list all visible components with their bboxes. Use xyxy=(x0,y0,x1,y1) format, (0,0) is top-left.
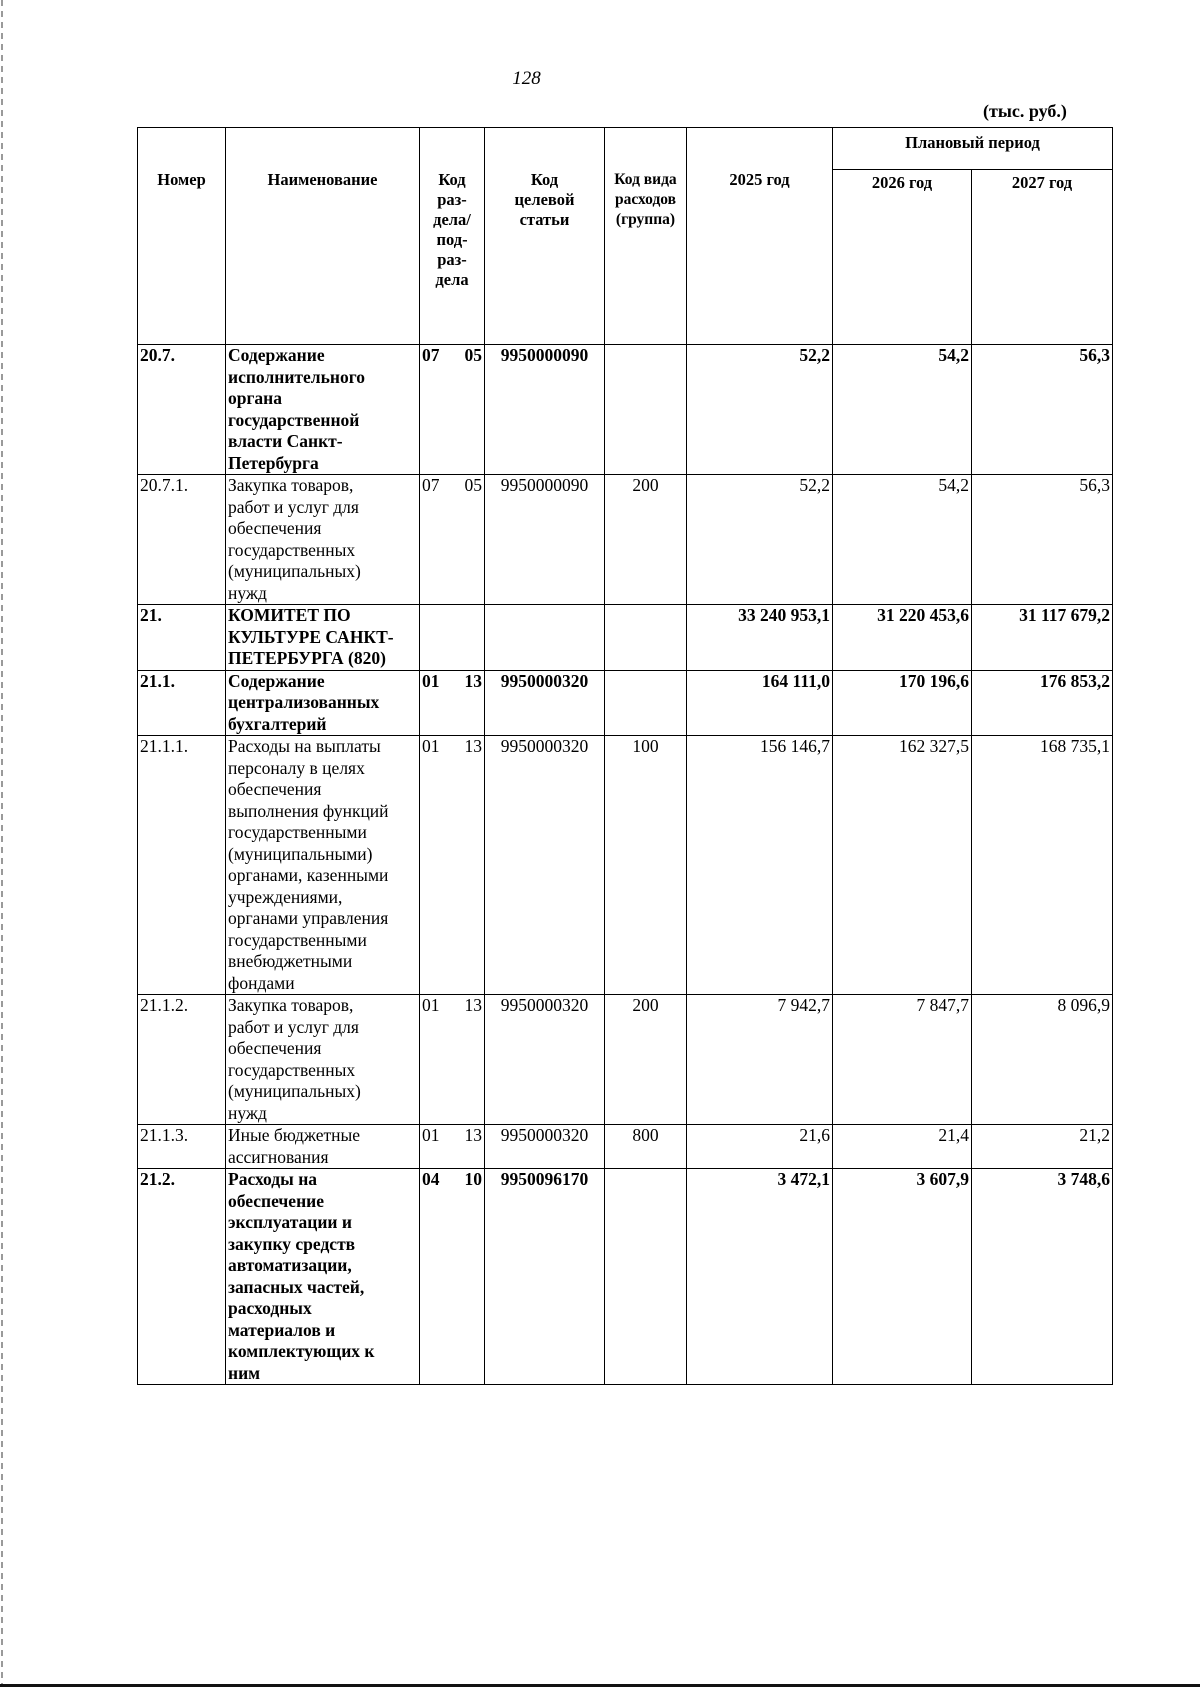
row-name-line: учреждениями, xyxy=(228,886,343,907)
row-name-line: ПЕТЕРБУРГА (820) xyxy=(228,648,386,668)
row-target-code: 9950000090 xyxy=(485,345,605,475)
header-row xyxy=(138,128,1113,170)
header-name: Наименование xyxy=(226,128,420,345)
row-amount-2026: 31 220 453,6 xyxy=(833,605,972,671)
row-name-line: органами, казенными xyxy=(228,865,389,885)
row-number: 21.2. xyxy=(138,1169,226,1385)
row-name-line: обеспечения xyxy=(228,1038,322,1058)
header-number: Номер xyxy=(138,128,226,345)
page-number: 128 xyxy=(512,68,541,89)
row-section-code xyxy=(420,475,485,605)
row-name-line: органами управления xyxy=(228,908,389,928)
row-amount-2027: 56,3 xyxy=(972,345,1113,475)
row-name-line: Расходы на выплаты xyxy=(228,736,381,756)
row-name-line: обеспечения xyxy=(228,518,322,538)
header-year-2025: 2025 год xyxy=(687,128,833,345)
row-amount-2027: 176 853,2 xyxy=(972,670,1113,736)
row-section-code xyxy=(420,670,485,736)
row-target-code: 9950000320 xyxy=(485,736,605,995)
row-name-line: работ и услуг для xyxy=(228,1016,359,1037)
row-name xyxy=(226,736,420,995)
row-name xyxy=(226,475,420,605)
row-amount-2027: 21,2 xyxy=(972,1125,1113,1169)
row-name xyxy=(226,1169,420,1385)
row-amount-2025: 52,2 xyxy=(687,475,833,605)
row-name xyxy=(226,670,420,736)
row-subsection: 13 xyxy=(464,736,482,756)
row-name-line: фондами xyxy=(228,972,295,993)
row-name-line: эксплуатации и xyxy=(228,1212,352,1232)
row-name-line: (муниципальных) xyxy=(228,561,361,581)
row-name-line: Содержание xyxy=(228,345,325,365)
row-section-code xyxy=(420,995,485,1125)
row-amount-2027: 31 117 679,2 xyxy=(972,605,1113,671)
row-section-code xyxy=(420,605,485,671)
header-target-code: Код целевой статьи xyxy=(485,128,605,345)
row-section: 07 xyxy=(422,475,440,495)
table-row xyxy=(138,475,1113,605)
row-amount-2025: 33 240 953,1 xyxy=(687,605,833,671)
table-row xyxy=(138,670,1113,736)
row-amount-2025: 3 472,1 xyxy=(687,1169,833,1385)
row-section: 01 xyxy=(422,1125,440,1145)
row-name-line: государственными xyxy=(228,822,367,842)
row-name-line: ассигнования xyxy=(228,1146,329,1167)
row-number: 20.7.1. xyxy=(138,475,226,605)
row-name-line: закупку средств xyxy=(228,1233,356,1254)
row-name-line: государственными xyxy=(228,929,367,950)
row-name-line: государственных xyxy=(228,539,356,560)
row-subsection: 05 xyxy=(464,345,482,365)
row-amount-2026: 21,4 xyxy=(833,1125,972,1169)
row-name-line: Иные бюджетные xyxy=(228,1125,361,1145)
row-number: 21.1.1. xyxy=(138,736,226,995)
row-number: 21.1. xyxy=(138,670,226,736)
row-name-line: (муниципальных) xyxy=(228,1081,361,1101)
header-year-2026: 2026 год xyxy=(833,170,972,345)
row-amount-2025: 52,2 xyxy=(687,345,833,475)
row-name-line: запасных частей, xyxy=(228,1276,365,1297)
row-name-line: органа xyxy=(228,388,283,408)
row-amount-2025: 164 111,0 xyxy=(687,670,833,736)
row-amount-2026: 54,2 xyxy=(833,475,972,605)
row-name-line: Содержание xyxy=(228,670,325,691)
row-target-code xyxy=(485,605,605,671)
row-target-code: 9950000320 xyxy=(485,995,605,1125)
row-name xyxy=(226,345,420,475)
row-name-line: КОМИТЕТ ПО xyxy=(228,605,351,625)
row-amount-2026: 7 847,7 xyxy=(833,995,972,1125)
table-row xyxy=(138,995,1113,1125)
row-name-line: материалов и xyxy=(228,1319,336,1340)
row-name xyxy=(226,995,420,1125)
row-section: 01 xyxy=(422,736,440,756)
row-name xyxy=(226,605,420,671)
row-section: 01 xyxy=(422,670,440,691)
row-name-line: обеспечения xyxy=(228,779,322,799)
row-section: 07 xyxy=(422,345,440,365)
row-name-line: персоналу в целях xyxy=(228,757,365,778)
row-target-code: 9950096170 xyxy=(485,1169,605,1385)
row-number: 21.1.3. xyxy=(138,1125,226,1169)
row-target-code: 9950000320 xyxy=(485,670,605,736)
row-subsection: 13 xyxy=(464,995,482,1015)
row-name-line: выполнения функций xyxy=(228,800,389,821)
scan-edge-left xyxy=(1,0,3,1687)
row-name-line: нужд xyxy=(228,1102,267,1123)
header-expense-type: Код вида расходов (группа) xyxy=(605,128,687,345)
units-label: (тыс. руб.) xyxy=(983,101,1067,121)
table-row xyxy=(138,1125,1113,1169)
row-name-line: КУЛЬТУРЕ САНКТ- xyxy=(228,626,394,647)
row-name-line: Расходы на xyxy=(228,1169,318,1189)
row-expense-type xyxy=(605,605,687,671)
row-amount-2026: 54,2 xyxy=(833,345,972,475)
table-row xyxy=(138,605,1113,671)
row-expense-type xyxy=(605,1169,687,1385)
row-section-code xyxy=(420,1125,485,1169)
table-row xyxy=(138,736,1113,995)
row-name-line: централизованных xyxy=(228,692,380,712)
row-subsection: 10 xyxy=(464,1169,482,1189)
row-name-line: обеспечение xyxy=(228,1190,325,1211)
row-amount-2027: 56,3 xyxy=(972,475,1113,605)
row-section: 04 xyxy=(422,1169,440,1189)
row-name-line: расходных xyxy=(228,1298,312,1318)
row-name-line: работ и услуг для xyxy=(228,496,359,517)
row-expense-type: 100 xyxy=(605,736,687,995)
row-amount-2025: 7 942,7 xyxy=(687,995,833,1125)
row-section-code xyxy=(420,1169,485,1385)
row-name-line: бухгалтерий xyxy=(228,713,327,734)
row-name-line: комплектующих к xyxy=(228,1341,375,1361)
row-amount-2026: 162 327,5 xyxy=(833,736,972,995)
header-year-2027: 2027 год xyxy=(972,170,1113,345)
row-name-line: ним xyxy=(228,1362,261,1383)
row-name-line: Петербурга xyxy=(228,452,319,473)
row-number: 21. xyxy=(138,605,226,671)
row-name-line: Закупка товаров, xyxy=(228,475,354,495)
row-name-line: государственных xyxy=(228,1059,356,1080)
row-amount-2026: 170 196,6 xyxy=(833,670,972,736)
budget-table xyxy=(137,127,1113,1385)
row-subsection: 13 xyxy=(464,1125,482,1145)
row-number: 20.7. xyxy=(138,345,226,475)
row-expense-type: 800 xyxy=(605,1125,687,1169)
row-subsection: 05 xyxy=(464,475,482,495)
row-section-code xyxy=(420,345,485,475)
row-amount-2025: 21,6 xyxy=(687,1125,833,1169)
table-row xyxy=(138,345,1113,475)
row-name-line: (муниципальными) xyxy=(228,843,373,864)
row-name-line: нужд xyxy=(228,582,267,603)
row-expense-type xyxy=(605,670,687,736)
row-subsection: 13 xyxy=(464,670,482,691)
row-expense-type xyxy=(605,345,687,475)
row-name-line: власти Санкт- xyxy=(228,431,343,451)
row-target-code: 9950000320 xyxy=(485,1125,605,1169)
row-amount-2026: 3 607,9 xyxy=(833,1169,972,1385)
table-body xyxy=(138,345,1113,1385)
table-row xyxy=(138,1169,1113,1385)
row-name-line: Закупка товаров, xyxy=(228,995,354,1015)
row-name-line: исполнительного xyxy=(228,366,365,387)
header-planned-period: Плановый период xyxy=(833,128,1113,170)
row-amount-2027: 168 735,1 xyxy=(972,736,1113,995)
row-amount-2027: 8 096,9 xyxy=(972,995,1113,1125)
row-amount-2025: 156 146,7 xyxy=(687,736,833,995)
row-amount-2027: 3 748,6 xyxy=(972,1169,1113,1385)
row-number: 21.1.2. xyxy=(138,995,226,1125)
row-expense-type: 200 xyxy=(605,995,687,1125)
row-name-line: внебюджетными xyxy=(228,951,353,971)
row-section-code xyxy=(420,736,485,995)
row-section: 01 xyxy=(422,995,440,1015)
row-name xyxy=(226,1125,420,1169)
row-expense-type: 200 xyxy=(605,475,687,605)
row-target-code: 9950000090 xyxy=(485,475,605,605)
row-name-line: государственной xyxy=(228,409,360,430)
header-section-code: Код раз- дела/ под- раз- дела xyxy=(420,128,485,345)
row-name-line: автоматизации, xyxy=(228,1255,352,1275)
